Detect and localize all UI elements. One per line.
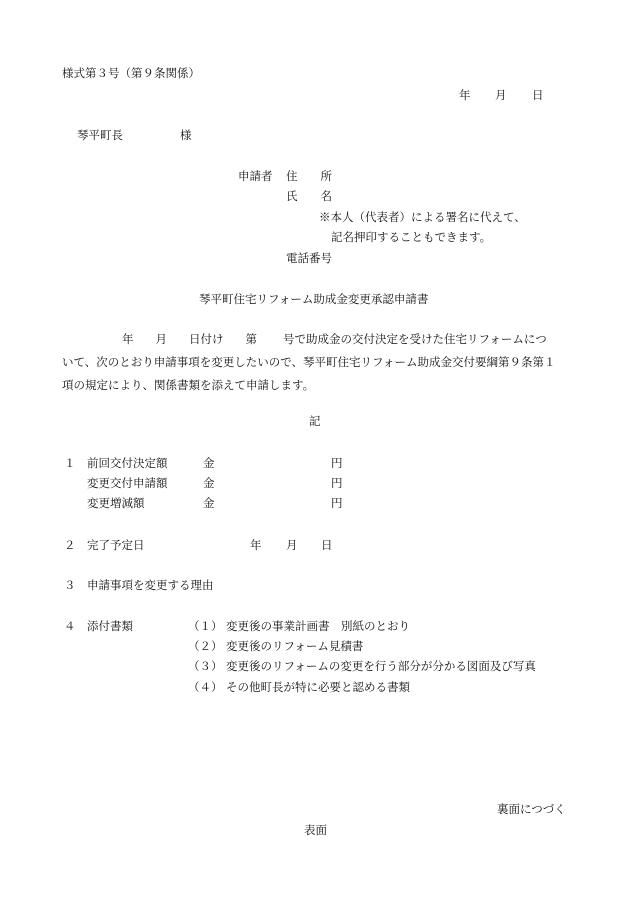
phone-label: 電話番号 [286,251,332,265]
continued-note: 裏面につづく [497,802,566,816]
ki-heading: 記 [309,414,321,428]
item2-label: 完了予定日 [87,538,145,552]
item4-doc1-number: （１） [188,619,223,633]
item1-row3-label: 変更増減額 [87,496,145,510]
form-number: 様式第３号（第９条関係） [62,66,200,80]
document-title: 琴平町住宅リフォーム助成金変更承認申請書 [199,292,429,306]
item4-doc2-number: （２） [188,639,223,653]
item4-doc3-text: 変更後のリフォームの変更を行う部分が分かる図面及び写真 [226,659,536,673]
date-year-label: 年 [459,88,471,102]
item4-number: ４ [64,619,76,633]
item1-row2-kin: 金 [203,476,215,490]
name-label: 氏 名 [286,189,332,203]
body-line1-rest: 号で助成金の交付決定を受けた住宅リフォームにつ [283,332,547,346]
item4-doc2-text: 変更後のリフォーム見積書 [226,639,364,653]
item2-day: 日 [321,538,333,552]
applicant-label: 申請者 [238,169,273,183]
item4-doc4-text: その他町長が特に必要と認める書類 [226,680,410,694]
item1-row1-label: 前回交付決定額 [87,456,168,470]
item2-year: 年 [250,538,262,552]
body-dai: 第 [245,332,257,346]
signature-note-line1: ※本人（代表者）による署名に代えて、 [319,210,526,224]
item1-number: １ [64,456,76,470]
item3-number: ３ [64,578,76,592]
body-paragraph [62,328,582,397]
body-day-suffix: 日付け [189,332,224,346]
item4-doc4-number: （４） [188,680,223,694]
item1-row3-kin: 金 [203,496,215,510]
date-day-label: 日 [532,88,544,102]
item1-row2-label: 変更交付申請額 [87,476,168,490]
item1-row1-kin: 金 [203,456,215,470]
body-line-1 [62,328,582,351]
body-year: 年 [122,332,134,346]
item4-label: 添付書類 [87,619,133,633]
addressee-name: 琴平町長 [77,128,123,142]
item4-doc3-number: （３） [188,659,223,673]
body-line-2: いて、次のとおり申請事項を変更したいので、琴平町住宅リフォーム助成金交付要綱第９条第１ [62,355,556,369]
addressee-honorific: 様 [180,128,192,142]
address-label: 住 所 [286,169,332,183]
page-side-label: 表面 [304,823,327,837]
item2-number: ２ [64,538,76,552]
date-month-label: 月 [495,88,507,102]
item1-row3-yen: 円 [331,496,343,510]
item4-doc1-text: 変更後の事業計画書 別紙のとおり [226,619,410,633]
signature-note-line2: 記名押印することもできます。 [331,230,492,244]
item1-row1-yen: 円 [331,456,343,470]
body-month: 月 [155,332,167,346]
body-line-3: 項の規定により、関係書類を添えて申請します。 [62,378,315,392]
item3-label: 申請事項を変更する理由 [87,578,214,592]
item1-row2-yen: 円 [331,476,343,490]
item2-month: 月 [286,538,298,552]
